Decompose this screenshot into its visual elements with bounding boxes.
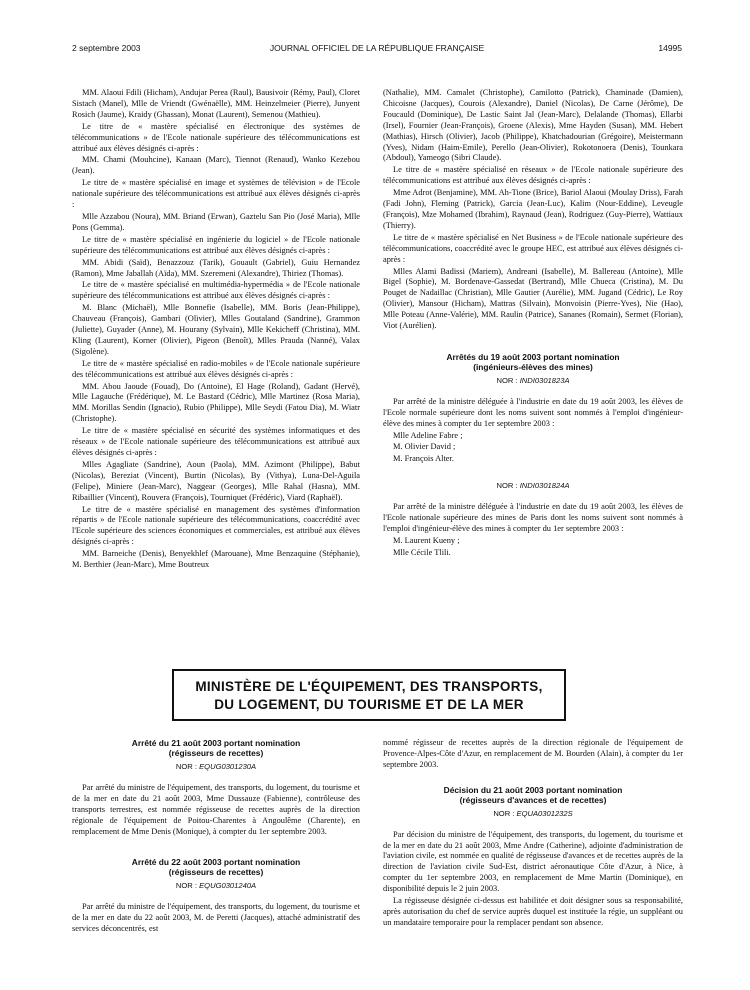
column-right-bottom xyxy=(383,738,683,929)
section-title xyxy=(383,785,683,805)
nor-label: NOR : xyxy=(175,762,200,771)
section-title xyxy=(383,352,683,372)
nor-reference xyxy=(72,762,360,773)
ministry-line: MINISTÈRE DE L'ÉQUIPEMENT, DES TRANSPORTS, xyxy=(195,679,543,694)
nor-code: INDI0301824A xyxy=(519,481,570,491)
paragraph: MM. Abou Jaoude (Fouad), Do (Antoine), El Hage (Roland), Gadant (Hervé), Mlle Lagauche (Frédérique), M. Le Bastard (Cédric), Mlle Martinez (Rosa Maria), MM. Morillas Sendin (Ignacio), Rubio (Philippe), Mlle Seydi (Fatou Dia), M. Wiatr (Christophe). xyxy=(72,381,360,424)
page-header xyxy=(72,43,682,55)
paragraph: M. Blanc (Michaël), Mlle Bonnefie (Isabelle), MM. Boris (Jean-Philippe), Chauveau (François), Gambari (Olivier), Mlles Goutaland (Sandrine), Grammon (Juliette), Guyader (Anne), M. Hourany (Sylvain), Mlle Kekicheff (Christina), MM. Kling (Laurent), Korner (Olivier), Pigeon (Benoît), Mlles Prauda (Nanné), Valax (Sigolène). xyxy=(72,303,360,356)
paragraph: (Nathalie), MM. Camalet (Christophe), Camilotto (Patrick), Chaminade (Damien), Chicoisne (Jacques), Courois (Alexandre), Daniel (Nicolas), De Carne (Jérôme), De Foucauld (Dominique), De Lastic Saint Jal (Jean-Marc), Delalande (Thomas), Ellarbi (Irsel), Fournier (Jean-François), Groene (Alexis), Mme Hayden (Susan), MM. Hebert (Mathias), Hirsch (Olivier), Jacob (Philippe), Khatchadourian (Grégoire), Meistermann (Yves), Nidam (Haim-Emile), Perello (Jean-Olivier), Rokotonoera (Denis), Tounkara (Abdoul), Yameogo (Sibri Claude). xyxy=(383,88,683,163)
name-line: Mlle Cécile Tlili. xyxy=(393,547,451,557)
paragraph: Mme Adrot (Benjamine), MM. Ah-Tione (Brice), Bariol Alaoui (Moulay Driss), Farah (Fadi John), Fleming (Patrick), Garcia (Jean-Luc), Kalim (Nour-Eddine), Leveugle (François), Mze Mohamed (Ibrahim), Raynaud (Jean), Rodriguez (Guy-Pierre), Wattiaux (Thierry). xyxy=(383,188,683,230)
title-line: Arrêté du 22 août 2003 portant nomination xyxy=(131,857,301,868)
title-line: Arrêté du 21 août 2003 portant nomination xyxy=(131,738,301,748)
paragraph: Mlle Azzabou (Noura), MM. Briand (Erwan), Gaztelu San Pio (José Maria), Mlle Pons (Gemma). xyxy=(72,211,360,232)
paragraph: Par décision du ministre de l'équipement, des transports, du logement, du tourisme et de la mer en date du 21 août 2003, Mme Andre (Catherine), adjointe d'administration de l'aviation civile, est nommée en qualité de régisseuse d'avances et de recettes auprès de la direction de l'aviation civile Sud-Est, district aéronautique Côte d'Azur, à Nice, à compter du 1er septembre 2003, en remplacement de Mme Martin (Dominique), en disponibilité depuis le 2 juin 2003. xyxy=(383,829,683,894)
paragraph: Le titre de « mastère spécialisé en management des systèmes d'information répartis » de l'Ecole nationale supérieure des télécommunications, coaccrédité avec l'Ecole supérieure des sciences économiques et commerciales, est attribué aux élèves désignés ci-après : xyxy=(72,504,360,547)
nor-label: NOR : xyxy=(493,808,517,818)
title-line: Arrêtés du 19 août 2003 portant nomination xyxy=(446,351,620,362)
paragraph: MM. Abidi (Saïd), Benazzouz (Tarik), Gouault (Gabriel), Guiu Hernandez (Ramon), Mme Jaballah (Aïda), MM. Szeremeni (Alexandre), Thiriez (Thomas). xyxy=(72,257,360,278)
paragraph: Par arrêté de la ministre déléguée à l'industrie en date du 19 août 2003, les élèves de l'Ecole normale supérieure dont les noms suivent sont nommés à l'emploi d'ingénieur-élève des mines à compter du 1er septembre 2003 : xyxy=(383,396,683,428)
column-left-top xyxy=(72,88,360,571)
header-date: 2 septembre 2003 xyxy=(72,43,141,53)
title-line: Décision du 21 août 2003 portant nomination xyxy=(443,784,623,795)
paragraph: MM. Alaoui Fdili (Hicham), Andujar Perea (Raul), Bausivoir (Rémy, Paul), Cloret Sistach (Manel), Mlle de Vriendt (Gwénaëlle), MM. Heinzelmeier (Pierre), Junyent Rosich (Jaume), Kraidy (Ghassan), Monat (Laurent), Semenou (Mathieu). xyxy=(72,88,360,119)
title-line: (régisseurs d'avances et de recettes) xyxy=(459,794,607,805)
paragraph: MM. Barneiche (Denis), Benyekhlef (Marouane), Mme Benzaquine (Stéphanie), M. Berthier (Jean-Marc), Mme Boutreux xyxy=(72,549,360,570)
nor-code: EQUA0301232S xyxy=(516,808,573,818)
title-line: (régisseurs de recettes) xyxy=(168,748,264,758)
section-title xyxy=(72,738,360,758)
name-line: M. Olivier David ; xyxy=(393,442,456,452)
column-left-bottom xyxy=(72,738,360,935)
nor-code: INDI0301823A xyxy=(519,375,570,385)
paragraph: Le titre de « mastère spécialisé en Net Business » de l'Ecole nationale supérieure des télécommunications, coaccrédité avec le groupe HEC, est attribué aux élèves désignés ci-après : xyxy=(383,232,683,264)
nor-reference xyxy=(383,481,683,492)
paragraph: Par arrêté du ministre de l'équipement, des transports, du logement, du tourisme et de la mer en date du 21 août 2003, Mme Dussauze (Fabienne), contrôleuse des transports terrestres, est nommée régisseuse de recettes auprès de la direction régionale de l'équipement de Poitou-Charentes à Angoulême (Charente), en remplacement de Mme Denis (Monique), à compter du 1er septembre 2003. xyxy=(72,782,360,836)
paragraph: Le titre de « mastère spécialisé en réseaux » de l'Ecole nationale supérieure des télécommunications est attribué aux élèves désignés ci-après : xyxy=(383,165,683,186)
nor-reference xyxy=(383,376,683,387)
section-title xyxy=(72,857,360,877)
paragraph: Mlles Agagliate (Sandrine), Aoun (Paola), MM. Azimont (Philippe), Babut (Nicolas), Bereziat (Vincent), Burtin (Nicolas), By (Vithya), Luna-Del-Aguila (Felipe), Miniere (Jean-Marc), Naggear (Georges), Mlle Rahal (Hasna), MM. Ribaillier (Vincent), Rouvera (François), Tourniquet (Frédéric), Viard (Raphaël). xyxy=(72,459,360,502)
nor-code: EQUG0301230A xyxy=(199,762,257,771)
paragraph: Le titre de « mastère spécialisé en électronique des systèmes de télécommunications » de l'Ecole nationale supérieure des télécommunications est attribué aux élèves désignés ci-après : xyxy=(72,121,360,153)
paragraph: Le titre de « mastère spécialisé en image et systèmes de télévision » de l'Ecole nationale supérieure des télécommunications est attribué aux élèves désignés ci-après : xyxy=(72,178,360,210)
paragraph: Le titre de « mastère spécialisé en ingénierie du logiciel » de l'Ecole nationale supérieure des télécommunications est attribué aux élèves désignés ci-après : xyxy=(72,234,360,255)
name-line: Mlle Adeline Fabre ; xyxy=(393,430,463,440)
paragraph: Par arrêté du ministre de l'équipement, des transports, du logement, du tourisme et de la mer en date du 22 août 2003, M. de Peretti (Jacques), attaché administratif des services déconcentrés, est xyxy=(72,902,360,934)
ministry-heading-box xyxy=(172,669,566,721)
nor-label: NOR : xyxy=(496,375,520,385)
title-line: (régisseurs de recettes) xyxy=(168,867,264,878)
paragraph: Le titre de « mastère spécialisé en sécurité des systèmes informatiques et des réseaux » de l'Ecole nationale supérieure des télécommunications est attribué aux élèves désignés ci-après : xyxy=(72,426,360,457)
nor-label: NOR : xyxy=(175,881,200,891)
nor-code: EQUG0301240A xyxy=(199,881,257,891)
nor-reference xyxy=(383,809,683,820)
nor-reference xyxy=(72,881,360,892)
name-line: M. François Alter. xyxy=(393,454,454,464)
paragraph: Par arrêté de la ministre déléguée à l'industrie en date du 19 août 2003, les élèves de l'Ecole nationale supérieure des mines de Paris dont les noms suivent sont nommés à l'emploi d'ingénieur-élève des mines à compter du 1er septembre 2003 : xyxy=(383,502,683,533)
ministry-line: DU LOGEMENT, DU TOURISME ET DE LA MER xyxy=(214,697,524,712)
paragraph: nommé régisseur de recettes auprès de la direction régionale de l'équipement de Provence-Alpes-Côte d'Azur, en remplacement de M. Bourden (Alain), à compter du 1er septembre 2003. xyxy=(383,738,683,769)
paragraph: Mlles Alami Badissi (Mariem), Andreani (Isabelle), M. Ballereau (Antoine), Mlle Bigel (Sophie), M. Bordenave-Gassedat (Bertrand), Mlle Chueca (Cristina), M. Du Pouget de Nadaillac (Christian), Mlle Gautier (Aurélie), MM. Jugand (Cédric), Le Roy (Olivier), Mansour (Hicham), Mattras (Silvain), Monvoisin (Pierre-Yves), Nie (Hao), Mlle Poteau (Anne-Valérie), MM. Raulin (Patrice), Sananes (Romain), Sermet (Florian), Viot (Aurélien). xyxy=(383,266,683,331)
column-right-top xyxy=(383,88,683,559)
paragraph: Le titre de « mastère spécialisé en multimédia-hypermédia » de l'Ecole nationale supérieure des télécommunications est attribué aux élèves désignés ci-après : xyxy=(72,280,360,301)
paragraph: La régisseuse désignée ci-dessus est habilitée et doit désigner sous sa responsabilité, après autorisation du chef de service auprès duquel est instituée la régie, un suppléant ou un mandataire temporaire pour la remplacer pendant son absence. xyxy=(383,896,683,927)
header-journal-title: JOURNAL OFFICIEL DE LA RÉPUBLIQUE FRANÇAISE xyxy=(269,43,485,53)
header-page-number: 14995 xyxy=(658,43,682,53)
name-line: M. Laurent Kueny ; xyxy=(393,535,460,545)
title-line: (ingénieurs-élèves des mines) xyxy=(473,361,593,372)
paragraph: Le titre de « mastère spécialisé en radio-mobiles » de l'Ecole nationale supérieure des télécommunications est attribué aux élèves désignés ci-après : xyxy=(72,358,360,379)
paragraph: MM. Chami (Mouhcine), Kanaan (Marc), Tiennot (Renaud), Wanko Kezebou (Jean). xyxy=(72,155,360,176)
nor-label: NOR : xyxy=(496,481,520,491)
